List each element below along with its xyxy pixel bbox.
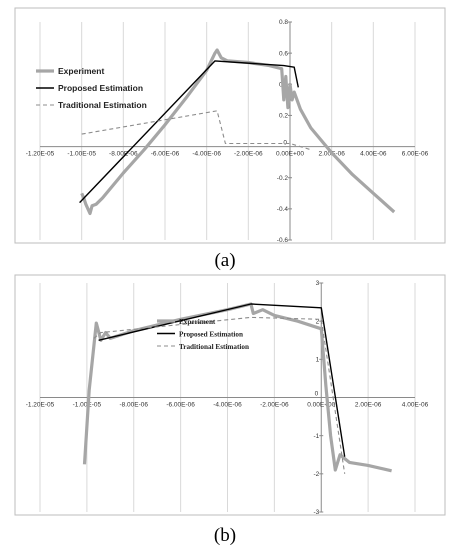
x-tick-label: 4.00E-06 (360, 150, 387, 158)
legend-label: Traditional Estimation (58, 100, 147, 110)
legend-label: Experiment (179, 318, 216, 326)
y-tick-label: 0.6 (278, 50, 288, 58)
x-tick-label: -8.00E-06 (119, 401, 149, 409)
chart-frame (15, 275, 445, 515)
chart-frame (15, 8, 445, 243)
panel-caption: (b) (213, 525, 237, 546)
y-tick-label: 3 (315, 280, 320, 288)
x-tick-label: -1.20E-05 (25, 150, 55, 158)
legend-label: Experiment (58, 66, 105, 76)
legend-label: Proposed Estimation (179, 330, 243, 339)
legend-label: Traditional Estimation (179, 343, 249, 351)
x-tick-label: -1.00E-05 (67, 150, 96, 158)
chart-panel-a (15, 8, 445, 271)
x-tick-label: 6.00E-06 (401, 150, 429, 158)
x-tick-label: -4.00E-06 (213, 401, 242, 409)
x-tick-label: -6.00E-06 (166, 401, 195, 409)
y-tick-label: 0 (314, 390, 319, 398)
x-tick-label: -6.00E-06 (150, 150, 180, 158)
y-tick-label: -2 (313, 471, 320, 479)
y-tick-label: 0.2 (278, 112, 288, 120)
y-tick-label: 1 (315, 356, 320, 364)
y-tick-label: -0.4 (276, 206, 288, 214)
y-tick-label: 0 (283, 139, 287, 147)
x-tick-label: -2.00E-06 (234, 150, 263, 158)
y-tick-label: 0.4 (278, 81, 288, 89)
x-tick-label: -1.20E-05 (25, 401, 55, 409)
x-tick-label: -1.00E-05 (72, 401, 102, 409)
chart-panel-b (15, 275, 445, 546)
x-tick-label: 2.00E-06 (318, 150, 345, 158)
x-tick-label: -8.00E-06 (109, 150, 138, 158)
x-tick-label: 0.00E+00 (275, 150, 305, 158)
x-tick-label: -4.00E-06 (192, 150, 221, 158)
y-tick-label: 0.8 (278, 19, 288, 27)
legend-label: Proposed Estimation (58, 83, 144, 93)
y-tick-label: 2 (315, 318, 320, 326)
x-tick-label: 2.00E-06 (354, 401, 382, 409)
x-tick-label: -2.00E-06 (260, 401, 289, 409)
x-tick-label: 0.00E+00 (307, 401, 336, 409)
x-tick-label: 4.00E-06 (401, 401, 429, 409)
y-tick-label: -0.6 (276, 237, 288, 245)
y-tick-label: -1 (313, 432, 320, 440)
panel-caption: (a) (214, 250, 236, 271)
y-tick-label: -3 (313, 509, 320, 517)
y-tick-label: -0.2 (276, 174, 288, 182)
